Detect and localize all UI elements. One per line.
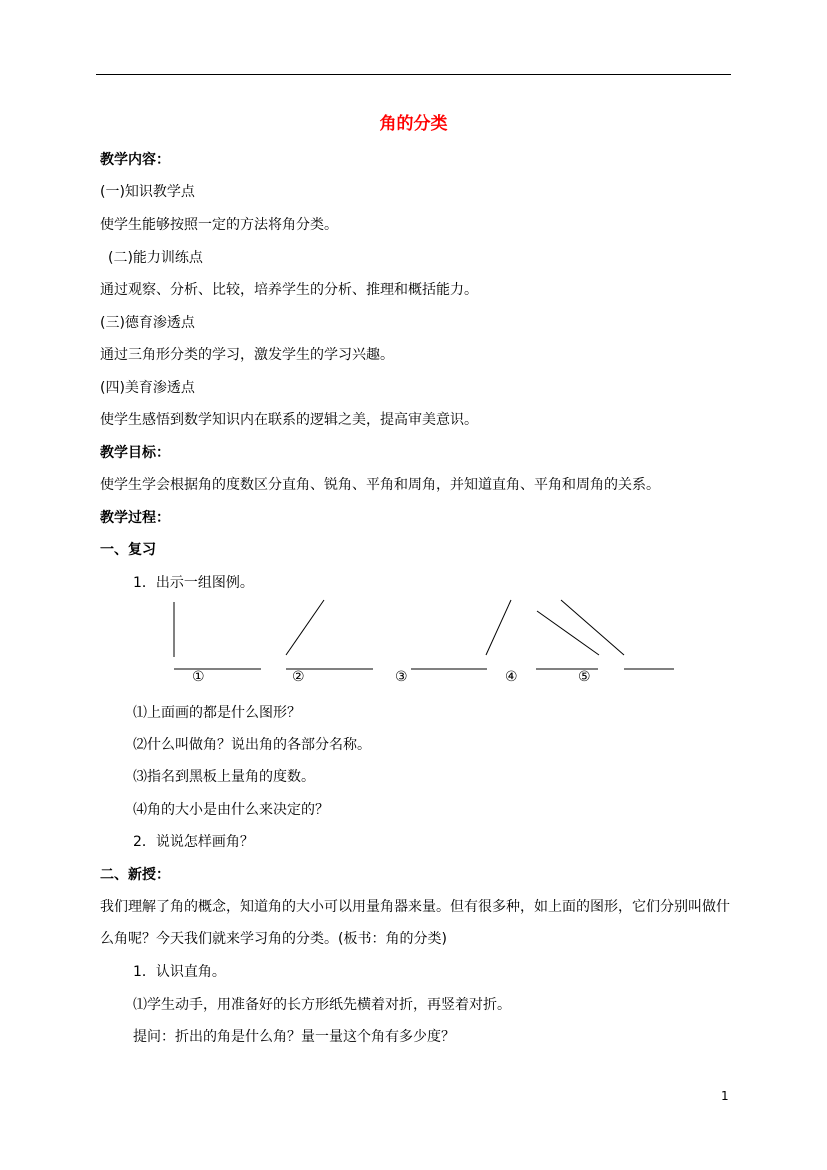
figure-label: ③: [395, 669, 408, 685]
paragraph: 使学生能够按照一定的方法将角分类。: [100, 217, 338, 233]
section-heading-content: 教学内容：: [100, 152, 170, 168]
list-item: ⑶指名到黑板上量角的度数。: [133, 769, 315, 785]
list-item: ⑴上面画的都是什么图形？: [133, 705, 301, 721]
paragraph: 通过观察、分析、比较，培养学生的分析、推理和概括能力。: [100, 282, 478, 298]
paragraph: 使学生感悟到数学知识内在联系的逻辑之美，提高审美意识。: [100, 412, 478, 428]
list-item: 1．出示一组图例。: [133, 575, 254, 591]
page-number: 1: [721, 1089, 729, 1103]
subheading-moral: (三)德育渗透点: [100, 315, 195, 331]
angle-figures: [160, 595, 690, 690]
paragraph: 使学生学会根据角的度数区分直角、锐角、平角和周角，并知道直角、平角和周角的关系。: [100, 477, 660, 493]
figure-label: ①: [192, 669, 205, 685]
figure-label: ④: [505, 669, 518, 685]
section-heading-review: 一、复习: [100, 542, 156, 558]
page-title: 角的分类: [379, 114, 448, 134]
subheading-aesthetic: (四)美育渗透点: [100, 380, 195, 396]
paragraph: 通过三角形分类的学习，激发学生的学习兴趣。: [100, 347, 394, 363]
list-item: ⑴学生动手，用准备好的长方形纸先横着对折，再竖着对折。: [133, 997, 511, 1013]
list-item: 1．认识直角。: [133, 964, 226, 980]
list-item: ⑷角的大小是由什么来决定的？: [133, 802, 329, 818]
header-rule: [96, 74, 731, 75]
section-heading-process: 教学过程：: [100, 510, 170, 526]
subheading-knowledge: (一)知识教学点: [100, 184, 195, 200]
list-item: ⑵什么叫做角？说出角的各部分名称。: [133, 737, 371, 753]
paragraph: 我们理解了角的概念，知道角的大小可以用量角器来量。但有很多种，如上面的图形，它们分别叫做什么角呢？今天我们就来学习角的分类。(板书：角的分类): [100, 899, 730, 947]
angle-figures-drawing: [160, 595, 690, 690]
list-item: 2．说说怎样画角？: [133, 834, 254, 850]
section-heading-goals: 教学目标：: [100, 445, 170, 461]
figure-label: ②: [292, 669, 305, 685]
figure-label: ⑤: [578, 669, 591, 685]
subheading-ability: (二)能力训练点: [108, 250, 203, 266]
section-heading-new: 二、新授：: [100, 867, 170, 883]
paragraph: 提问：折出的角是什么角？量一量这个角有多少度？: [133, 1029, 455, 1045]
